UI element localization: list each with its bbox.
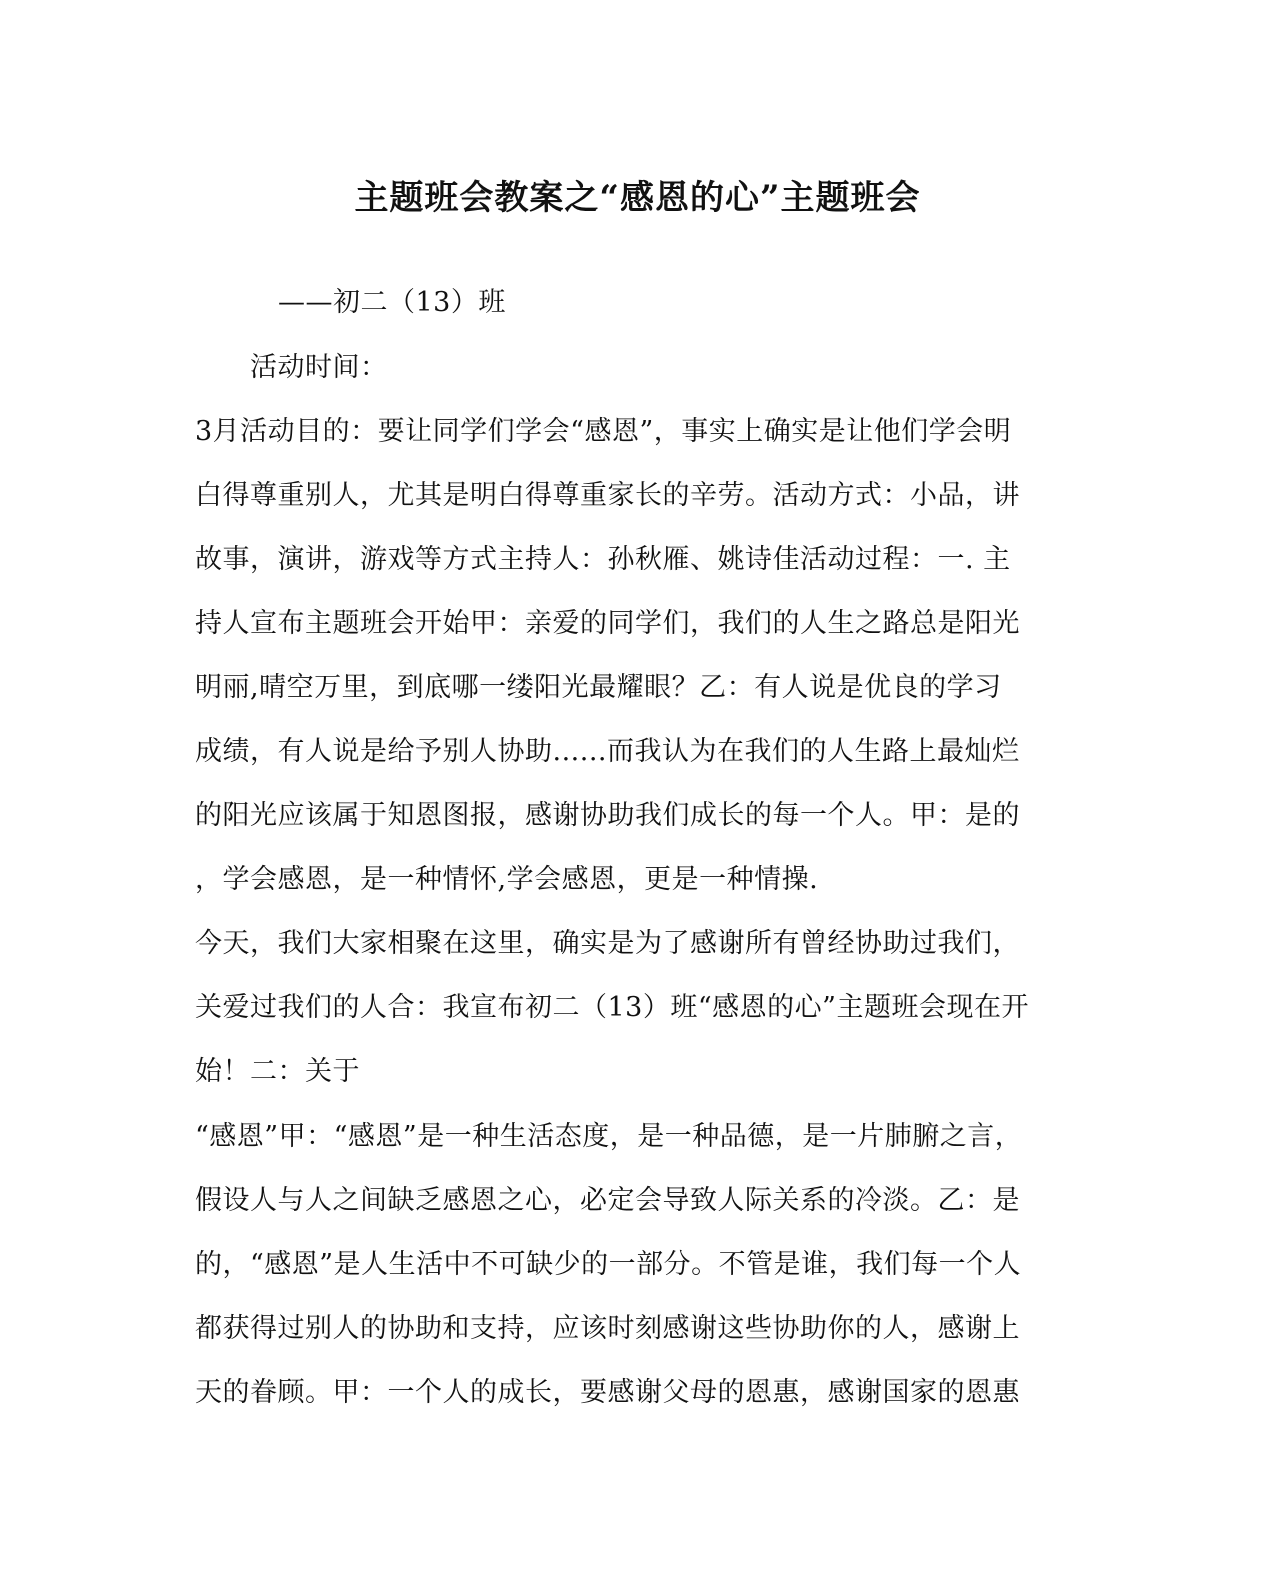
body-line: ，学会感恩，是一种情怀,学会感恩，更是一种情操. — [195, 864, 819, 895]
document-title: 主题班会教案之“感恩的心”主题班会 — [354, 178, 921, 218]
body-line: 今天，我们大家相聚在这里，确实是为了感谢所有曾经协助过我们， — [195, 928, 1020, 959]
body-line: 3月活动目的：要让同学们学会“感恩”，事实上确实是让他们学会明 — [195, 416, 1012, 447]
body-line: 的阳光应该属于知恩图报，感谢协助我们成长的每一个人。甲：是的 — [195, 800, 1020, 831]
body-line: 成绩，有人说是给予别人协助......而我认为在我们的人生路上最灿烂 — [195, 736, 1020, 767]
body-line: 都获得过别人的协助和支持，应该时刻感谢这些协助你的人，感谢上 — [195, 1313, 1020, 1344]
activity-time-label: 活动时间： — [250, 352, 388, 383]
body-line: “感恩”甲：“感恩”是一种生活态度，是一种品德，是一片肺腑之言， — [195, 1121, 1023, 1152]
body-line: 假设人与人之间缺乏感恩之心，必定会导致人际关系的冷淡。乙：是 — [195, 1185, 1020, 1216]
body-line: 白得尊重别人，尤其是明白得尊重家长的辛劳。活动方式：小品，讲 — [195, 480, 1020, 511]
body-line: 始！二：关于 — [195, 1056, 360, 1087]
body-line: 故事，演讲，游戏等方式主持人：孙秋雁、姚诗佳活动过程：一. 主 — [195, 544, 1011, 575]
body-line: 关爱过我们的人合：我宣布初二（13）班“感恩的心”主题班会现在开 — [195, 992, 1029, 1023]
body-line: 明丽,晴空万里，到底哪一缕阳光最耀眼？乙：有人说是优良的学习 — [195, 672, 1002, 703]
body-line: 天的眷顾。甲：一个人的成长，要感谢父母的恩惠，感谢国家的恩惠 — [195, 1377, 1020, 1408]
class-subtitle: ——初二（13）班 — [278, 287, 506, 318]
body-line: 的，“感恩”是人生活中不可缺少的一部分。不管是谁，我们每一个人 — [195, 1249, 1022, 1280]
body-line: 持人宣布主题班会开始甲：亲爱的同学们，我们的人生之路总是阳光 — [195, 608, 1020, 639]
